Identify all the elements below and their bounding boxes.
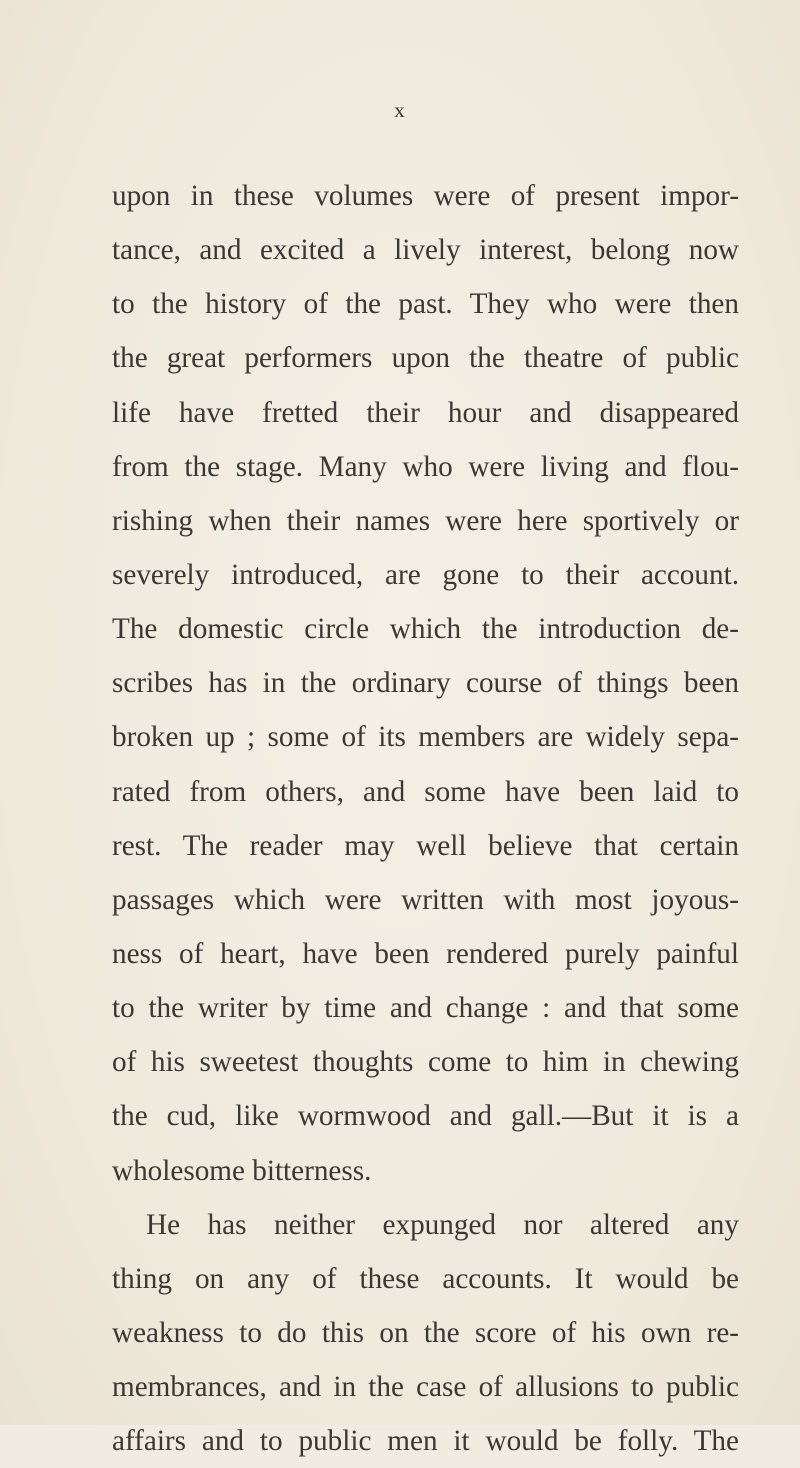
text-line: thing on any of these accounts. It would be xyxy=(112,1262,739,1295)
text-line: to the writer by time and change : and that some xyxy=(112,992,739,1025)
text-line: tance, and excited a lively interest, belong now xyxy=(112,234,739,267)
text-line: rest. The reader may well believe that certain xyxy=(112,829,739,862)
text-line: rishing when their names were here sportively or xyxy=(112,504,739,537)
text-line: membrances, and in the case of allusions to public xyxy=(112,1371,739,1404)
text-line: from the stage. Many who were living and flou- xyxy=(112,450,739,483)
page-number: x xyxy=(394,98,406,122)
text-line: affairs and to public men it would be folly. The xyxy=(112,1425,739,1458)
text-line: to the history of the past. They who were then xyxy=(112,288,739,321)
text-line: severely introduced, are gone to their account. xyxy=(112,558,739,591)
text-line: the cud, like wormwood and gall.—But it is a xyxy=(112,1100,739,1133)
text-line: wholesome bitterness. xyxy=(112,1154,372,1187)
text-line: The domestic circle which the introduction de- xyxy=(112,613,739,646)
text-line: life have fretted their hour and disappeared xyxy=(112,396,739,429)
body-text xyxy=(112,169,739,1468)
text-line: rated from others, and some have been laid to xyxy=(112,775,739,808)
text-line: of his sweetest thoughts come to him in chewing xyxy=(112,1046,739,1079)
text-line: ness of heart, have been rendered purely painful xyxy=(112,937,739,970)
paragraph-start-line: He has neither expunged nor altered any xyxy=(146,1208,739,1241)
text-line: scribes has in the ordinary course of things been xyxy=(112,667,739,700)
text-line: the great performers upon the theatre of public xyxy=(112,342,739,375)
text-line: broken up ; some of its members are widely sepa- xyxy=(112,721,739,754)
text-line: passages which were written with most joyous- xyxy=(112,883,739,916)
text-line: weakness to do this on the score of his own re- xyxy=(112,1316,739,1349)
text-line: upon in these volumes were of present impor- xyxy=(112,180,739,212)
